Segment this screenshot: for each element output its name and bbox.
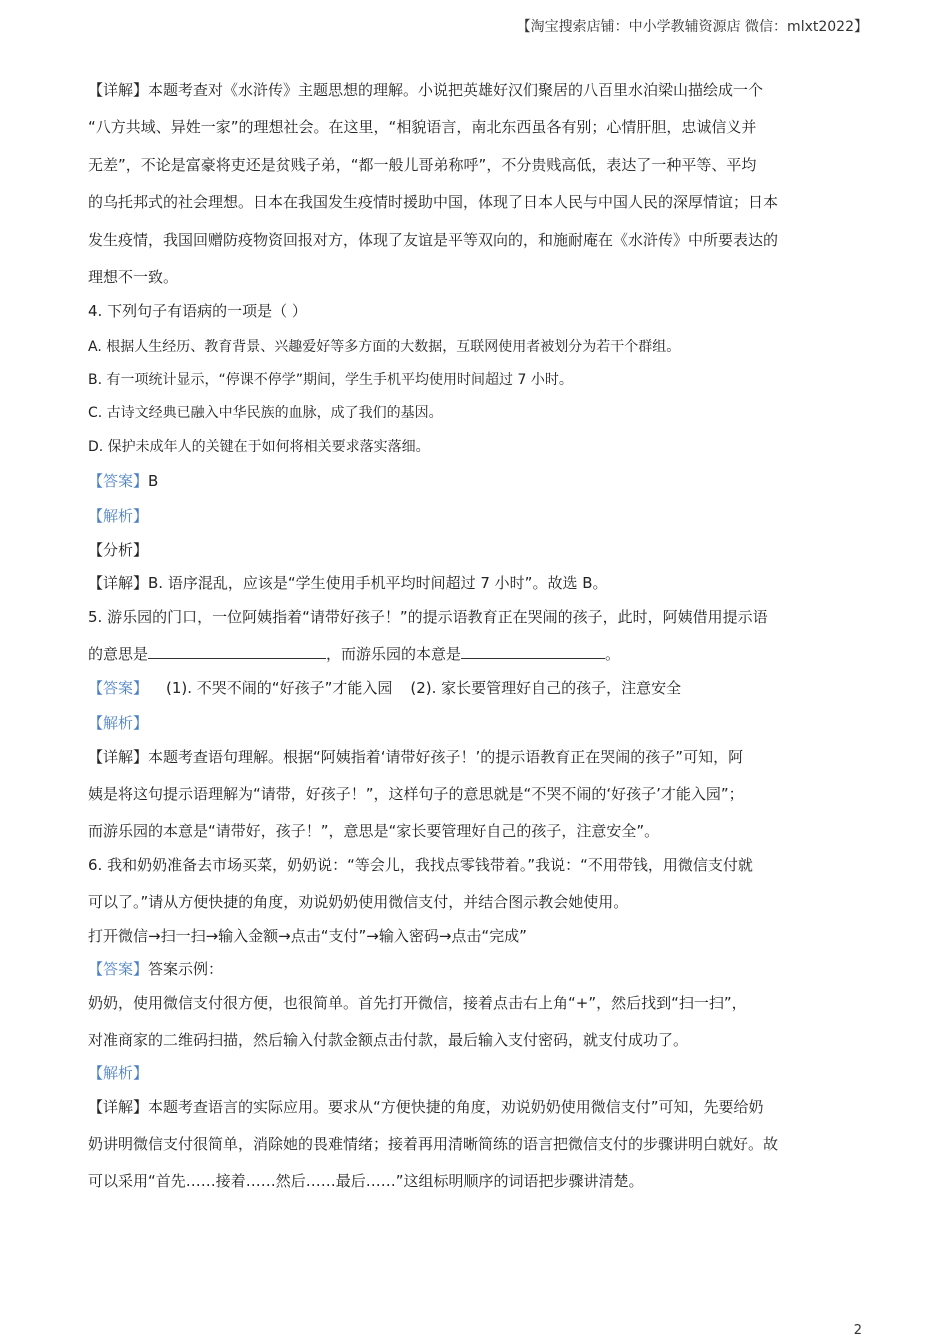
q5-stem-line2 xyxy=(88,644,863,664)
q5-stem-part: ，而游乐园的本意是 xyxy=(326,645,462,663)
q4-option-c: C. 古诗文经典已融入中华民族的血脉，成了我们的基因。 xyxy=(88,405,443,421)
answer-part-1: (1). 不哭不闹的“好孩子”才能入园 xyxy=(166,679,393,697)
q6-answer-line: 对准商家的二维码扫描，然后输入付款金额点击付款，最后输入支付密码，就支付成功了。 xyxy=(88,1031,689,1049)
answer-tag: 【答案】 xyxy=(88,960,149,978)
fill-blank-1[interactable] xyxy=(148,644,326,659)
q3-detail-line: 无差”，不论是富豪将吏还是贫贱子弟，“都一般儿哥弟称呼”，不分贵贱高低，表达了一种平等、平均 xyxy=(88,156,757,174)
q4-option-b: B. 有一项统计显示，“停课不停学”期间，学生手机平均使用时间超过 7 小时。 xyxy=(88,372,573,388)
q5-detail-line: 而游乐园的本意是“请带好，孩子！”，意思是“家长要管理好自己的孩子，注意安全”。 xyxy=(88,822,660,840)
q3-detail-line: 理想不一致。 xyxy=(88,268,179,286)
q4-answer xyxy=(88,471,863,491)
q6-stem-line: 6. 我和奶奶准备去市场买菜，奶奶说：“等会儿，我找点零钱带着。”我说：“不用带钱，用微信支付就 xyxy=(88,856,753,874)
q6-detail-line: 【详解】本题考查语言的实际应用。要求从“方便快捷的角度，劝说奶奶使用微信支付”可知，先要给奶 xyxy=(88,1098,764,1116)
page-number: 2 xyxy=(853,1323,862,1338)
q6-steps: 打开微信→扫一扫→输入金额→点击“支付”→输入密码→点击“完成” xyxy=(88,927,527,945)
q5-stem-line1: 5. 游乐园的门口，一位阿姨指着“请带好孩子！”的提示语教育正在哭闹的孩子，此时，阿姨借用提示语 xyxy=(88,608,768,626)
q5-stem-part: 。 xyxy=(605,645,621,663)
q4-option-a: A. 根据人生经历、教育背景、兴趣爱好等多方面的大数据，互联网使用者被划分为若干个群组。 xyxy=(88,339,681,355)
q4-fenxi: 【分析】 xyxy=(88,541,149,559)
q6-analysis-tag xyxy=(88,1063,863,1083)
answer-part-2: (2). 家长要管理好自己的孩子，注意安全 xyxy=(410,679,682,697)
q5-detail-line: 【详解】本题考查语句理解。根据“阿姨指着‘请带好孩子！’的提示语教育正在哭闹的孩子”可知，阿 xyxy=(88,748,744,766)
fill-blank-2[interactable] xyxy=(461,644,605,659)
q3-detail-line: 【详解】本题考查对《水浒传》主题思想的理解。小说把英雄好汉们聚居的八百里水泊梁山描绘成一个 xyxy=(88,81,764,99)
analysis-tag: 【解析】 xyxy=(88,1064,149,1082)
q6-detail-line: 奶讲明微信支付很简单，消除她的畏难情绪；接着再用清晰简练的语言把微信支付的步骤讲明白就好。故 xyxy=(88,1135,779,1153)
q4-stem: 4. 下列句子有语病的一项是（ ） xyxy=(88,302,307,320)
q6-answer-line: 奶奶，使用微信支付很方便，也很简单。首先打开微信，接着点击右上角“+”，然后找到“扫一扫”， xyxy=(88,994,747,1012)
analysis-tag: 【解析】 xyxy=(88,507,149,525)
q3-detail-line: 发生疫情，我国回赠防疫物资回报对方，体现了友谊是平等双向的，和施耐庵在《水浒传》中所要表达的 xyxy=(88,231,779,249)
q6-answer xyxy=(88,959,863,979)
q6-detail-line: 可以采用“首先……接着……然后……最后……”这组标明顺序的词语把步骤讲清楚。 xyxy=(88,1172,644,1190)
q3-detail-line: 的乌托邦式的社会理想。日本在我国发生疫情时援助中国，体现了日本人民与中国人民的深厚情谊；日本 xyxy=(88,193,779,211)
q5-answer xyxy=(88,678,863,698)
answer-value: B xyxy=(148,472,159,490)
answer-label: 答案示例： xyxy=(148,960,224,978)
answer-tag: 【答案】 xyxy=(88,472,149,490)
q6-stem-line: 可以了。”请从方便快捷的角度，劝说奶奶使用微信支付，并结合图示教会她使用。 xyxy=(88,893,629,911)
q4-analysis-tag xyxy=(88,506,863,526)
q5-stem-part: 的意思是 xyxy=(88,645,149,663)
page-header: 【淘宝搜索店铺：中小学教辅资源店 微信：mlxt2022】 xyxy=(516,19,868,35)
q4-detail: 【详解】B. 语序混乱，应该是“学生使用手机平均时间超过 7 小时”。故选 B。 xyxy=(88,574,608,592)
analysis-tag: 【解析】 xyxy=(88,714,149,732)
answer-tag: 【答案】 xyxy=(88,679,149,697)
q3-detail-line: “八方共域、异姓一家”的理想社会。在这里，“相貌语言，南北东西虽各有别；心情肝胆，忠诚信义并 xyxy=(88,118,757,136)
q5-analysis-tag xyxy=(88,713,863,733)
q5-detail-line: 姨是将这句提示语理解为“请带，好孩子！”，这样句子的意思就是“不哭不闹的‘好孩子’才能入园”； xyxy=(88,785,744,803)
q4-option-d: D. 保护未成年人的关键在于如何将相关要求落实落细。 xyxy=(88,439,430,455)
